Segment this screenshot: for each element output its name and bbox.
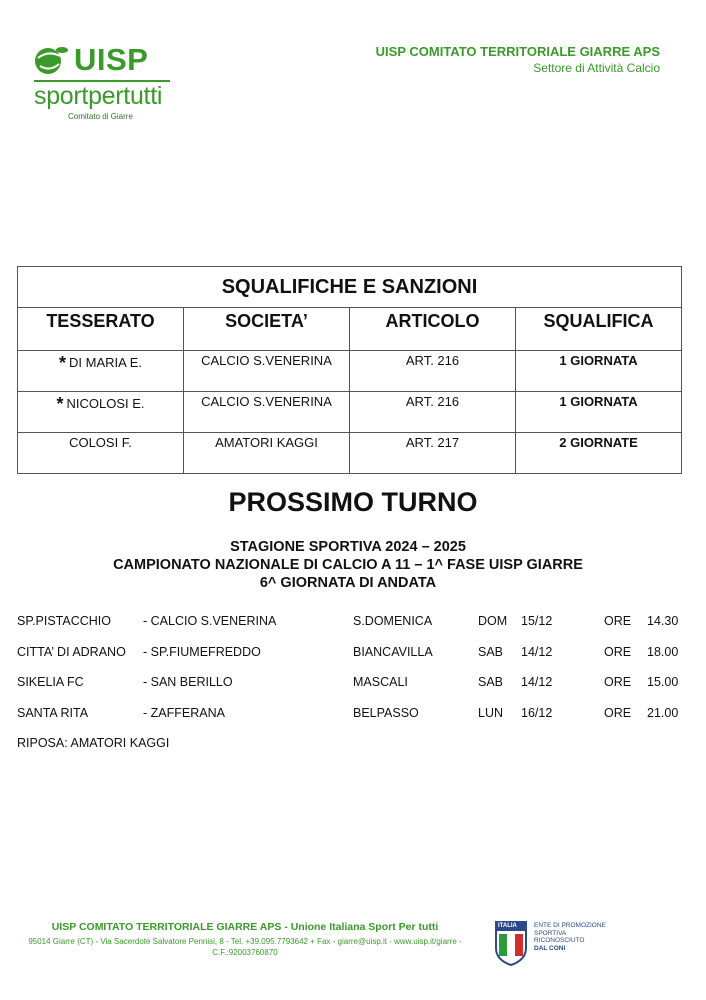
match-time: 18.00 — [647, 644, 679, 659]
col-squalifica: SQUALIFICA — [516, 308, 682, 351]
next-round-title: PROSSIMO TURNO — [228, 487, 478, 517]
coni-badge — [494, 920, 614, 970]
footer-tax-code: C.F.:92003760870 — [212, 948, 278, 957]
away-team: - SAN BERILLO — [143, 675, 233, 689]
match-date: 14/12 — [521, 644, 553, 659]
list-item — [17, 706, 687, 737]
match-date: 16/12 — [521, 705, 553, 720]
table-row — [18, 351, 682, 392]
coni-line: SPORTIVA — [534, 929, 567, 937]
ore-label: ORE — [604, 675, 632, 689]
sanctions-title: SQUALIFICHE E SANZIONI — [18, 267, 682, 308]
list-item — [17, 614, 687, 645]
match-time: 21.00 — [647, 705, 679, 720]
match-date: 15/12 — [521, 614, 553, 628]
weekday: DOM — [478, 614, 508, 628]
penalty-cell: 1 GIORNATA — [516, 351, 682, 392]
penalty-cell: 1 GIORNATA — [516, 392, 682, 433]
match-time: 15.00 — [647, 675, 679, 689]
footer-contacts: 95014 Giarre (CT) - Via Sacerdote Salvatore Pennisi, 8 - Tel. +39.095.7793642 + Fax - giarre@uisp.it - www.uisp.it/giarre - — [28, 937, 462, 946]
player-cell — [18, 351, 184, 392]
home-team: CITTA’ DI ADRANO — [17, 644, 126, 659]
season-label: STAGIONE SPORTIVA 2024 – 2025 — [230, 539, 466, 555]
home-team: SIKELIA FC — [17, 675, 84, 689]
star-marker: * — [56, 394, 64, 414]
match-date: 14/12 — [521, 675, 553, 689]
ore-label: ORE — [604, 614, 632, 628]
table-row — [18, 392, 682, 433]
player-cell — [18, 392, 184, 433]
coni-line: RICONOSCIUTO — [534, 937, 585, 944]
rest-team-note: RIPOSA: AMATORI KAGGI — [17, 736, 170, 750]
player-name: DI MARIA E. — [69, 355, 142, 370]
sanctions-table — [17, 266, 682, 474]
article-cell: ART. 216 — [350, 351, 516, 392]
list-item — [17, 675, 687, 706]
ore-label: ORE — [604, 644, 632, 659]
article-cell: ART. 216 — [350, 392, 516, 433]
club-cell: CALCIO S.VENERINA — [184, 351, 350, 392]
next-round-subheading — [0, 538, 696, 592]
club-cell: AMATORI KAGGI — [184, 433, 350, 474]
weekday: SAB — [478, 644, 504, 659]
home-team: SP.PISTACCHIO — [17, 614, 112, 628]
footer-address — [0, 936, 490, 958]
logo-tagline: sportpertutti — [34, 82, 163, 110]
match-time: 14.30 — [647, 614, 679, 628]
penalty-cell: 2 GIORNATE — [516, 433, 682, 474]
star-marker: * — [59, 353, 67, 373]
fixtures-list — [17, 614, 687, 736]
coni-country: ITALIA — [498, 923, 517, 929]
weekday: LUN — [478, 705, 504, 720]
list-item — [17, 645, 687, 676]
venue: BIANCAVILLA — [353, 644, 433, 659]
col-tesserato: TESSERATO — [18, 308, 184, 351]
venue: MASCALI — [353, 675, 408, 689]
sanctions-header-row — [18, 308, 682, 351]
weekday: SAB — [478, 675, 504, 689]
championship-label: CAMPIONATO NAZIONALE DI CALCIO A 11 – 1^ FASE UISP GIARRE — [113, 557, 583, 573]
logo-brand: UISP — [74, 42, 149, 77]
home-team: SANTA RITA — [17, 705, 89, 720]
player-cell — [18, 433, 184, 474]
player-name: NICOLOSI E. — [66, 396, 145, 411]
org-name: UISP COMITATO TERRITORIALE GIARRE APS — [375, 44, 660, 59]
article-cell: ART. 217 — [350, 433, 516, 474]
organization-header — [376, 44, 660, 75]
away-team: - ZAFFERANA — [143, 705, 225, 720]
uisp-ball-icon — [32, 44, 70, 76]
ore-label: ORE — [604, 705, 632, 720]
org-sector: Settore di Attività Calcio — [533, 61, 660, 75]
club-cell: CALCIO S.VENERINA — [184, 392, 350, 433]
player-name: COLOSI F. — [69, 435, 132, 450]
footer-org: UISP COMITATO TERRITORIALE GIARRE APS - Unione Italiana Sport Per tutti — [51, 921, 439, 933]
matchday-label: 6^ GIORNATA DI ANDATA — [259, 575, 437, 591]
table-row — [18, 433, 682, 474]
footer — [0, 921, 490, 958]
uisp-logo — [32, 40, 182, 130]
venue: BELPASSO — [353, 705, 419, 720]
away-team: - CALCIO S.VENERINA — [143, 614, 277, 628]
coni-line: DAL CONI — [534, 944, 566, 952]
coni-line: ENTE DI PROMOZIONE — [534, 922, 606, 929]
col-articolo: ARTICOLO — [350, 308, 516, 351]
logo-committee: Comitato di Giarre — [68, 112, 133, 121]
venue: S.DOMENICA — [353, 614, 433, 628]
coni-text — [534, 922, 606, 952]
away-team: - SP.FIUMEFREDDO — [143, 644, 261, 659]
col-societa: SOCIETA’ — [184, 308, 350, 351]
